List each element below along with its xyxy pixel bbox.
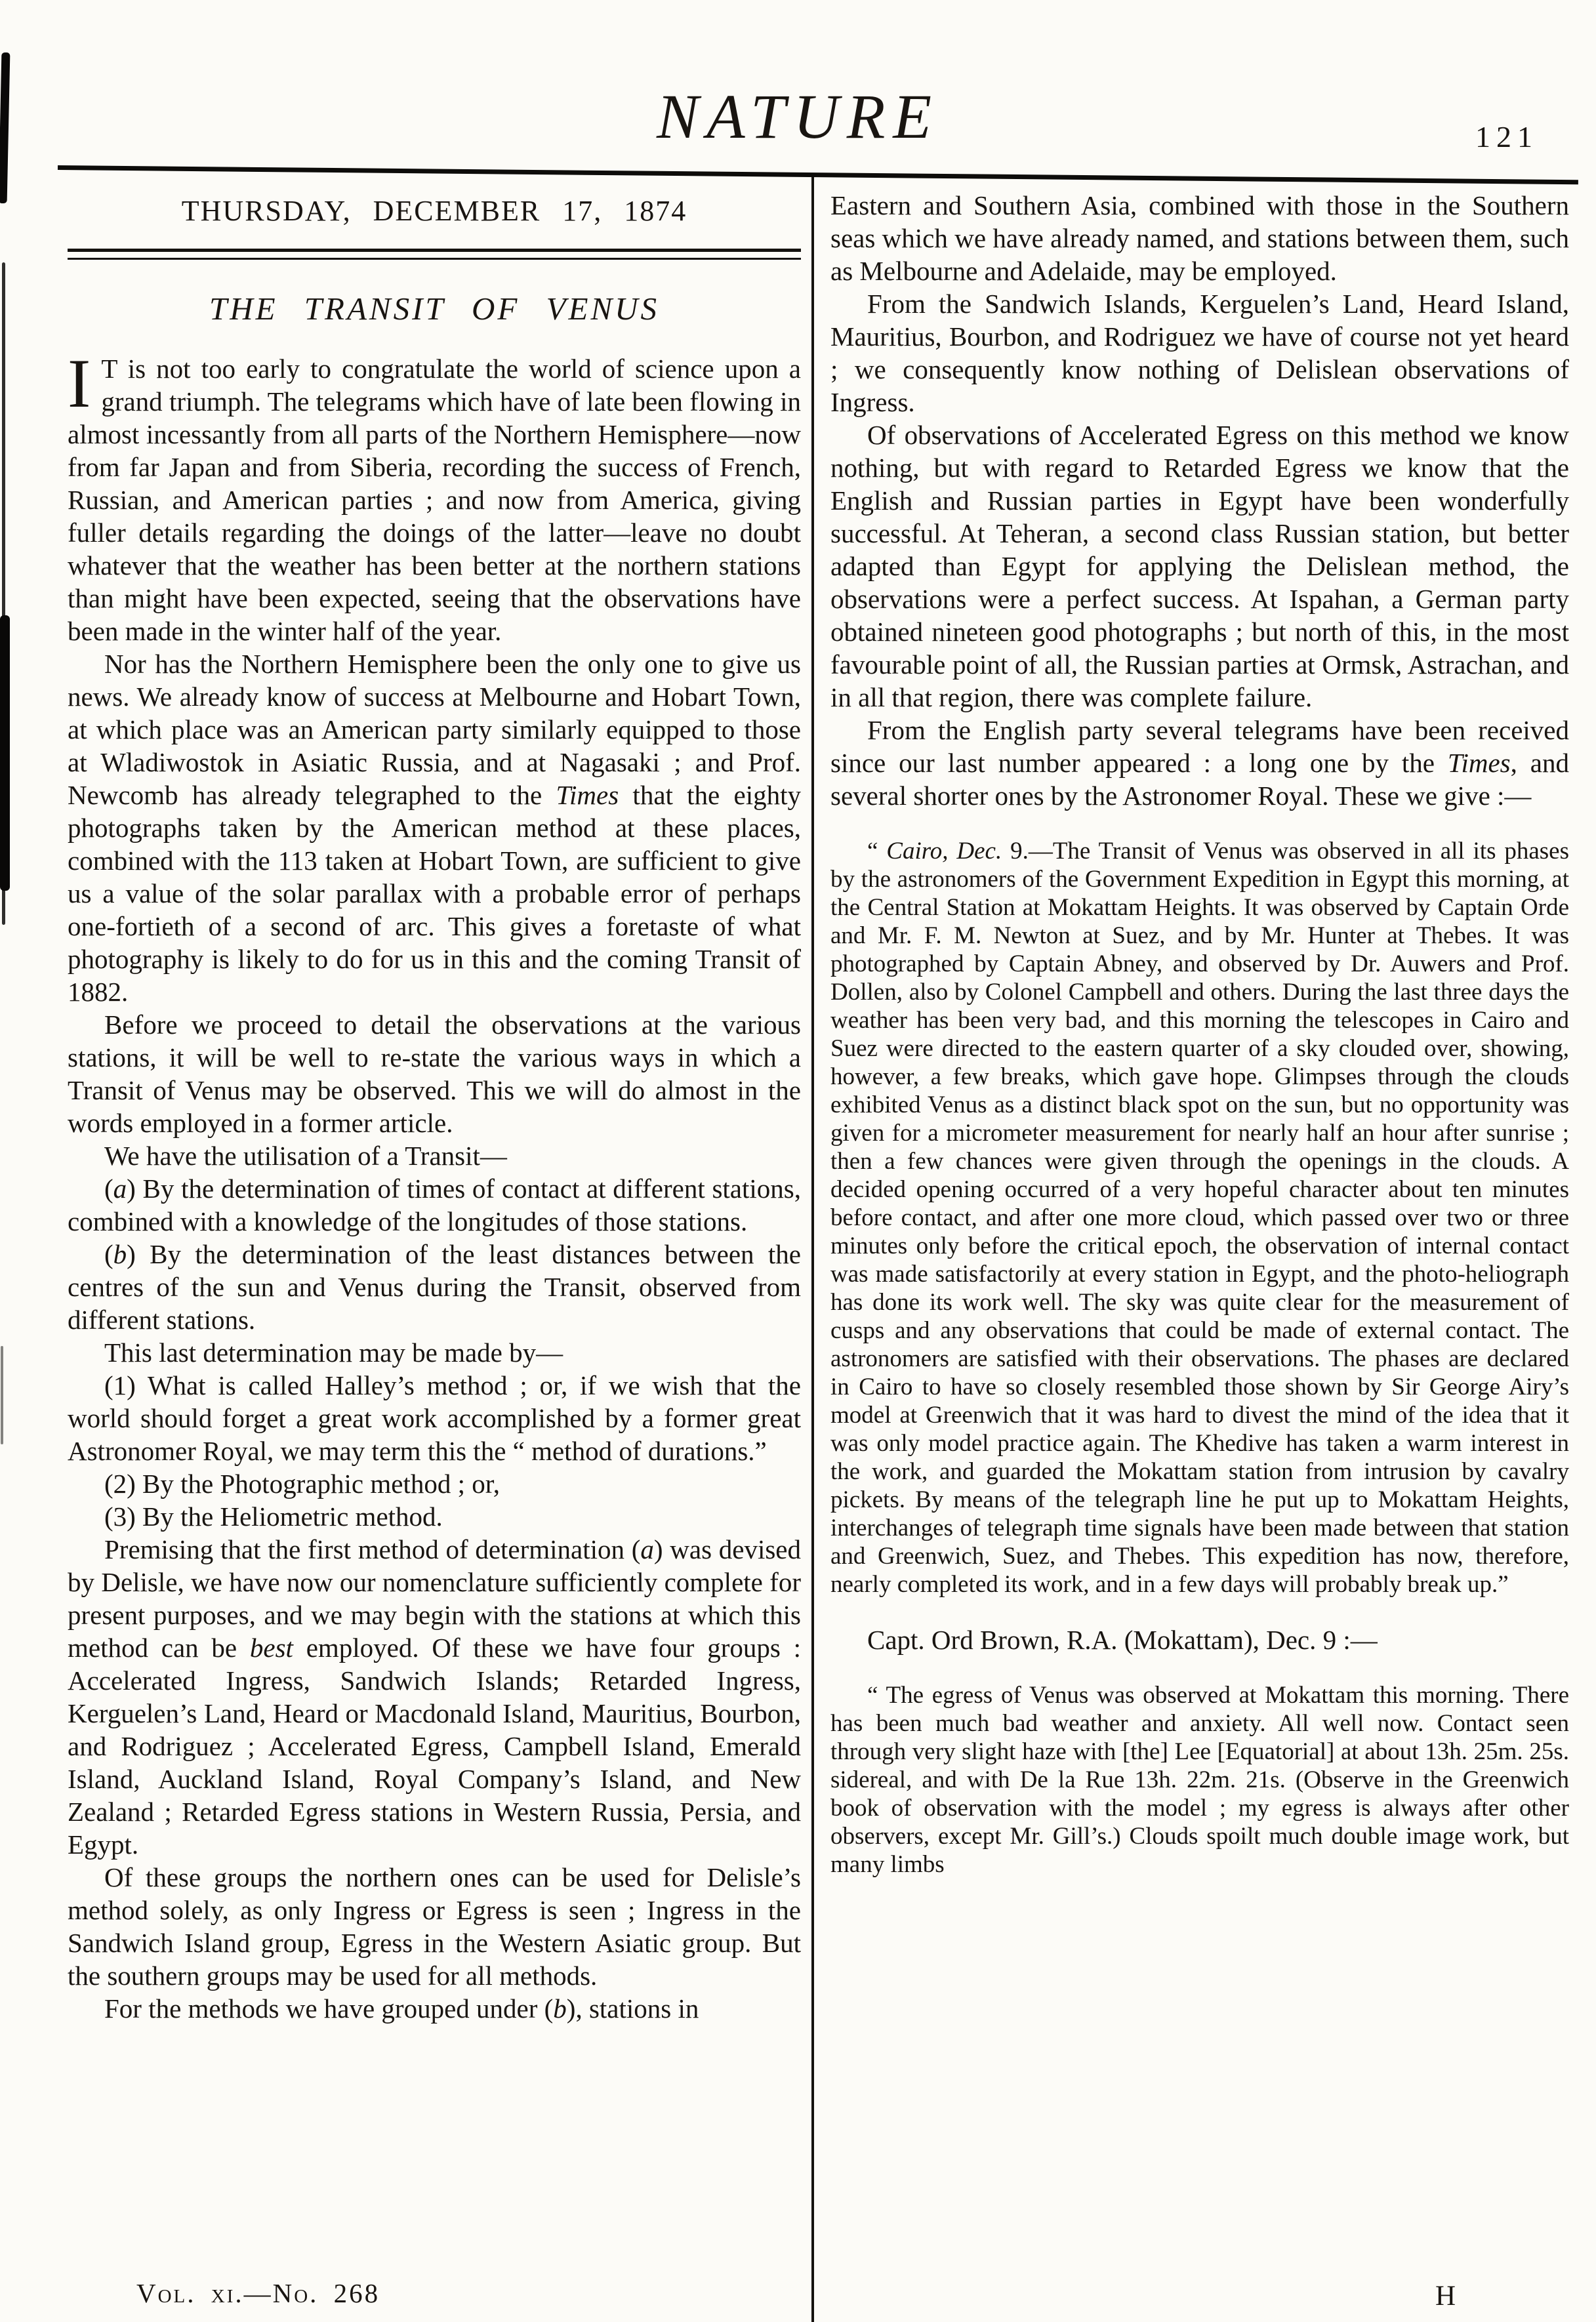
paragraph: (3) By the Heliometric method. (104, 1501, 443, 1532)
paragraph: We have the utilisation of a Transit— (104, 1141, 507, 1171)
paragraph: Before we proceed to detail the observations at the various stations, it will be well to re-state the various ways in which a Transit of Venus may be observed. This we will do almost in the words employed in a former article. (68, 1009, 801, 1138)
article-body-right (830, 189, 1569, 1879)
paragraph: “ The egress of Venus was observed at Mokattam this morning. There has been much bad weather and anxiety. All well now. Contact seen through very slight haze with [the] Lee [Equatorial] at about 13h. 25m. 25s. sidereal, and with De la Rue 13h. 22m. 21s. (Observe in the Greenwich book of observation with the model ; my egress is always after other observers, except Mr. Gill’s.) Clouds spoilt much double image work, but many limbs (830, 1682, 1569, 1878)
paragraph: Eastern and Southern Asia, combined with those in the Southern seas which we have already named, and stations between them, such as Melbourne and Adelaide, may be employed. (830, 190, 1569, 286)
paragraph: Capt. Ord Brown, R.A. (Mokattam), Dec. 9 :— (867, 1625, 1378, 1655)
paragraph: From the English party several telegrams have been received since our last number appeared : a long one by the Times, and several shorter ones by the Astronomer Royal. These we give :— (830, 715, 1569, 811)
journal-title: NATURE (656, 81, 940, 152)
signature-mark: H (1435, 2281, 1456, 2312)
header-rule (58, 165, 1578, 184)
paragraph: Of observations of Accelerated Egress on this method we know nothing, but with regard to Retarded Egress we know that the English and Russian parties in Egypt have been wonderfully successful. At Teheran, a second class Russian station, but better adapted than Egypt for applying the Delislean method, the observations were a perfect success. At Ispahan, a German party obtained nineteen good photographs ; but north of this, in the most favourable point of all, the Russian parties at Ormsk, Astrachan, and in all that region, there was complete failure. (830, 420, 1569, 712)
paragraph: Premising that the first method of determination (a) was devised by Delisle, we have now our nomenclature sufficiently complete for present purposes, and we may begin with the stations at which this method can be best employed. Of these we have four groups : Accelerated Ingress, Sandwich Islands; Retarded Ingress, Kerguelen’s Land, Heard or Macdonald Island, Mauritius, Bourbon, and Rodriguez ; Accelerated Egress, Campbell Island, Emerald Island, Auckland Island, Royal Company’s Island, and New Zealand ; Retarded Egress stations in Western Russia, Persia, and Egypt. (68, 1534, 801, 1860)
left-column (68, 189, 801, 2276)
issue-date: THURSDAY, DECEMBER 17, 1874 (181, 195, 687, 227)
paragraph: Of these groups the northern ones can be used for Delisle’s method solely, as only Ingress or Egress is seen ; Ingress in the Sandwich Island group, Egress in the Western Asiatic group. But the southern groups may be used for all methods. (68, 1862, 801, 1991)
paragraph: From the Sandwich Islands, Kerguelen’s Land, Heard Island, Mauritius, Bourbon, and Rodriguez we have of course not yet heard ; we consequently know nothing of Delislean observations of Ingress. (830, 289, 1569, 417)
paragraph: Nor has the Northern Hemisphere been the only one to give us news. We already know of success at Melbourne and Hobart Town, at which place was an American party similarly equipped to those at Wladiwostok in Asiatic Russia, and at Nagasaki ; and Prof. Newcomb has already telegraphed to the Times that the eighty photographs taken by the American method at these places, combined with the 113 taken at Hobart Town, are sufficient to give us a value of the solar parallax with a probable error of perhaps one-fortieth of a second of arc. This gives a foretaste of what photography is likely to do for us in this and the coming Transit of 1882. (68, 649, 801, 1007)
double-rule-top (68, 249, 801, 252)
volume-number: Vol. xi.—No. 268 (136, 2278, 380, 2308)
paragraph: (2) By the Photographic method ; or, (104, 1469, 501, 1499)
scan-artifact (0, 615, 10, 891)
paragraph: (b) By the determination of the least distances between the centres of the sun and Venus during the Transit, observed from different stations. (68, 1239, 801, 1335)
paragraph: (a) By the determination of times of contact at different stations, combined with a knowledge of the longitudes of those stations. (68, 1173, 801, 1236)
paragraph: This last determination may be made by— (104, 1337, 563, 1368)
paragraph: I T is not too early to congratulate the world of science upon a grand triumph. The telegrams which have of late been flowing in almost incessantly from all parts of the Northern Hemisphere—now from far Japan and from Siberia, recording the success of French, Russian, and American parties ; and now from America, giving fuller details regarding the doings of the latter—leave no doubt whatever that the weather has been better at the northern stations than might have been expected, seeing that the observations have been made in the winter half of the year. (68, 345, 801, 646)
paragraph: For the methods we have grouped under (b), stations in (104, 1993, 699, 2024)
double-rule (68, 249, 801, 260)
paragraph: “ Cairo, Dec. 9.—The Transit of Venus was observed in all its phases by the astronomers of the Government Expedition in Egypt this morning, at the Central Station at Mokattam Heights. It was observed by Captain Orde and Mr. F. M. Newton at Suez, and by Mr. Hunter at Thebes. It was photographed by Captain Abney, and observed by Dr. Auwers and Prof. Dollen, also by Colonel Campbell and others. During the last three days the weather has been very bad, and this morning the telescopes in Cairo and Suez were directed to the eastern quarter of a sky clouded over, showing, however, a few breaks, which gave hope. Glimpses through the clouds exhibited Venus as a distinct black spot on the sun, but no opportunity was given for a micrometer measurement for nearly half an hour after sunrise ; then a few chances were given through the openings in the clouds. A decided opening occurred of a very hopeful character about ten minutes before contact, and after one more cloud, which passed over two or three minutes only before the critical epoch, the observation of internal contact was made satisfactorily at every station in Egypt, and the photo-heliograph has done its work well. The sky was quite clear for the measurement of cusps and any observations that could be made of external contact. The astronomers are satisfied with their observations. The phases are declared in Cairo to have so closely resembled those shown by Sir George Airy’s model at Greenwich that it was hard to divest the mind of the idea that it was only model practice again. The Khedive has taken a warm interest in the work, and guarded the Mokattam station from intrusion by cavalry pickets. By means of the telegraph line he put up to Mokattam Heights, interchanges of telegraph time signals have been made between that station and Greenwich, Suez, and Thebes. This expedition has now, therefore, nearly completed its work, and in a few days will probably break up.” (830, 838, 1569, 1598)
page-number: 121 (1475, 120, 1538, 153)
right-column (830, 189, 1569, 2279)
scan-artifact (1, 1346, 3, 1444)
paragraph: (1) What is called Halley’s method ; or, if we wish that the world should forget a great work accomplished by a former great Astronomer Royal, we may term this the “ method of durations.” (68, 1370, 801, 1466)
double-rule-bottom (68, 258, 801, 260)
article-body-left (68, 345, 801, 2025)
article-title: THE TRANSIT OF VENUS (209, 291, 660, 327)
column-divider (811, 177, 814, 2322)
drop-cap: I (68, 345, 91, 422)
